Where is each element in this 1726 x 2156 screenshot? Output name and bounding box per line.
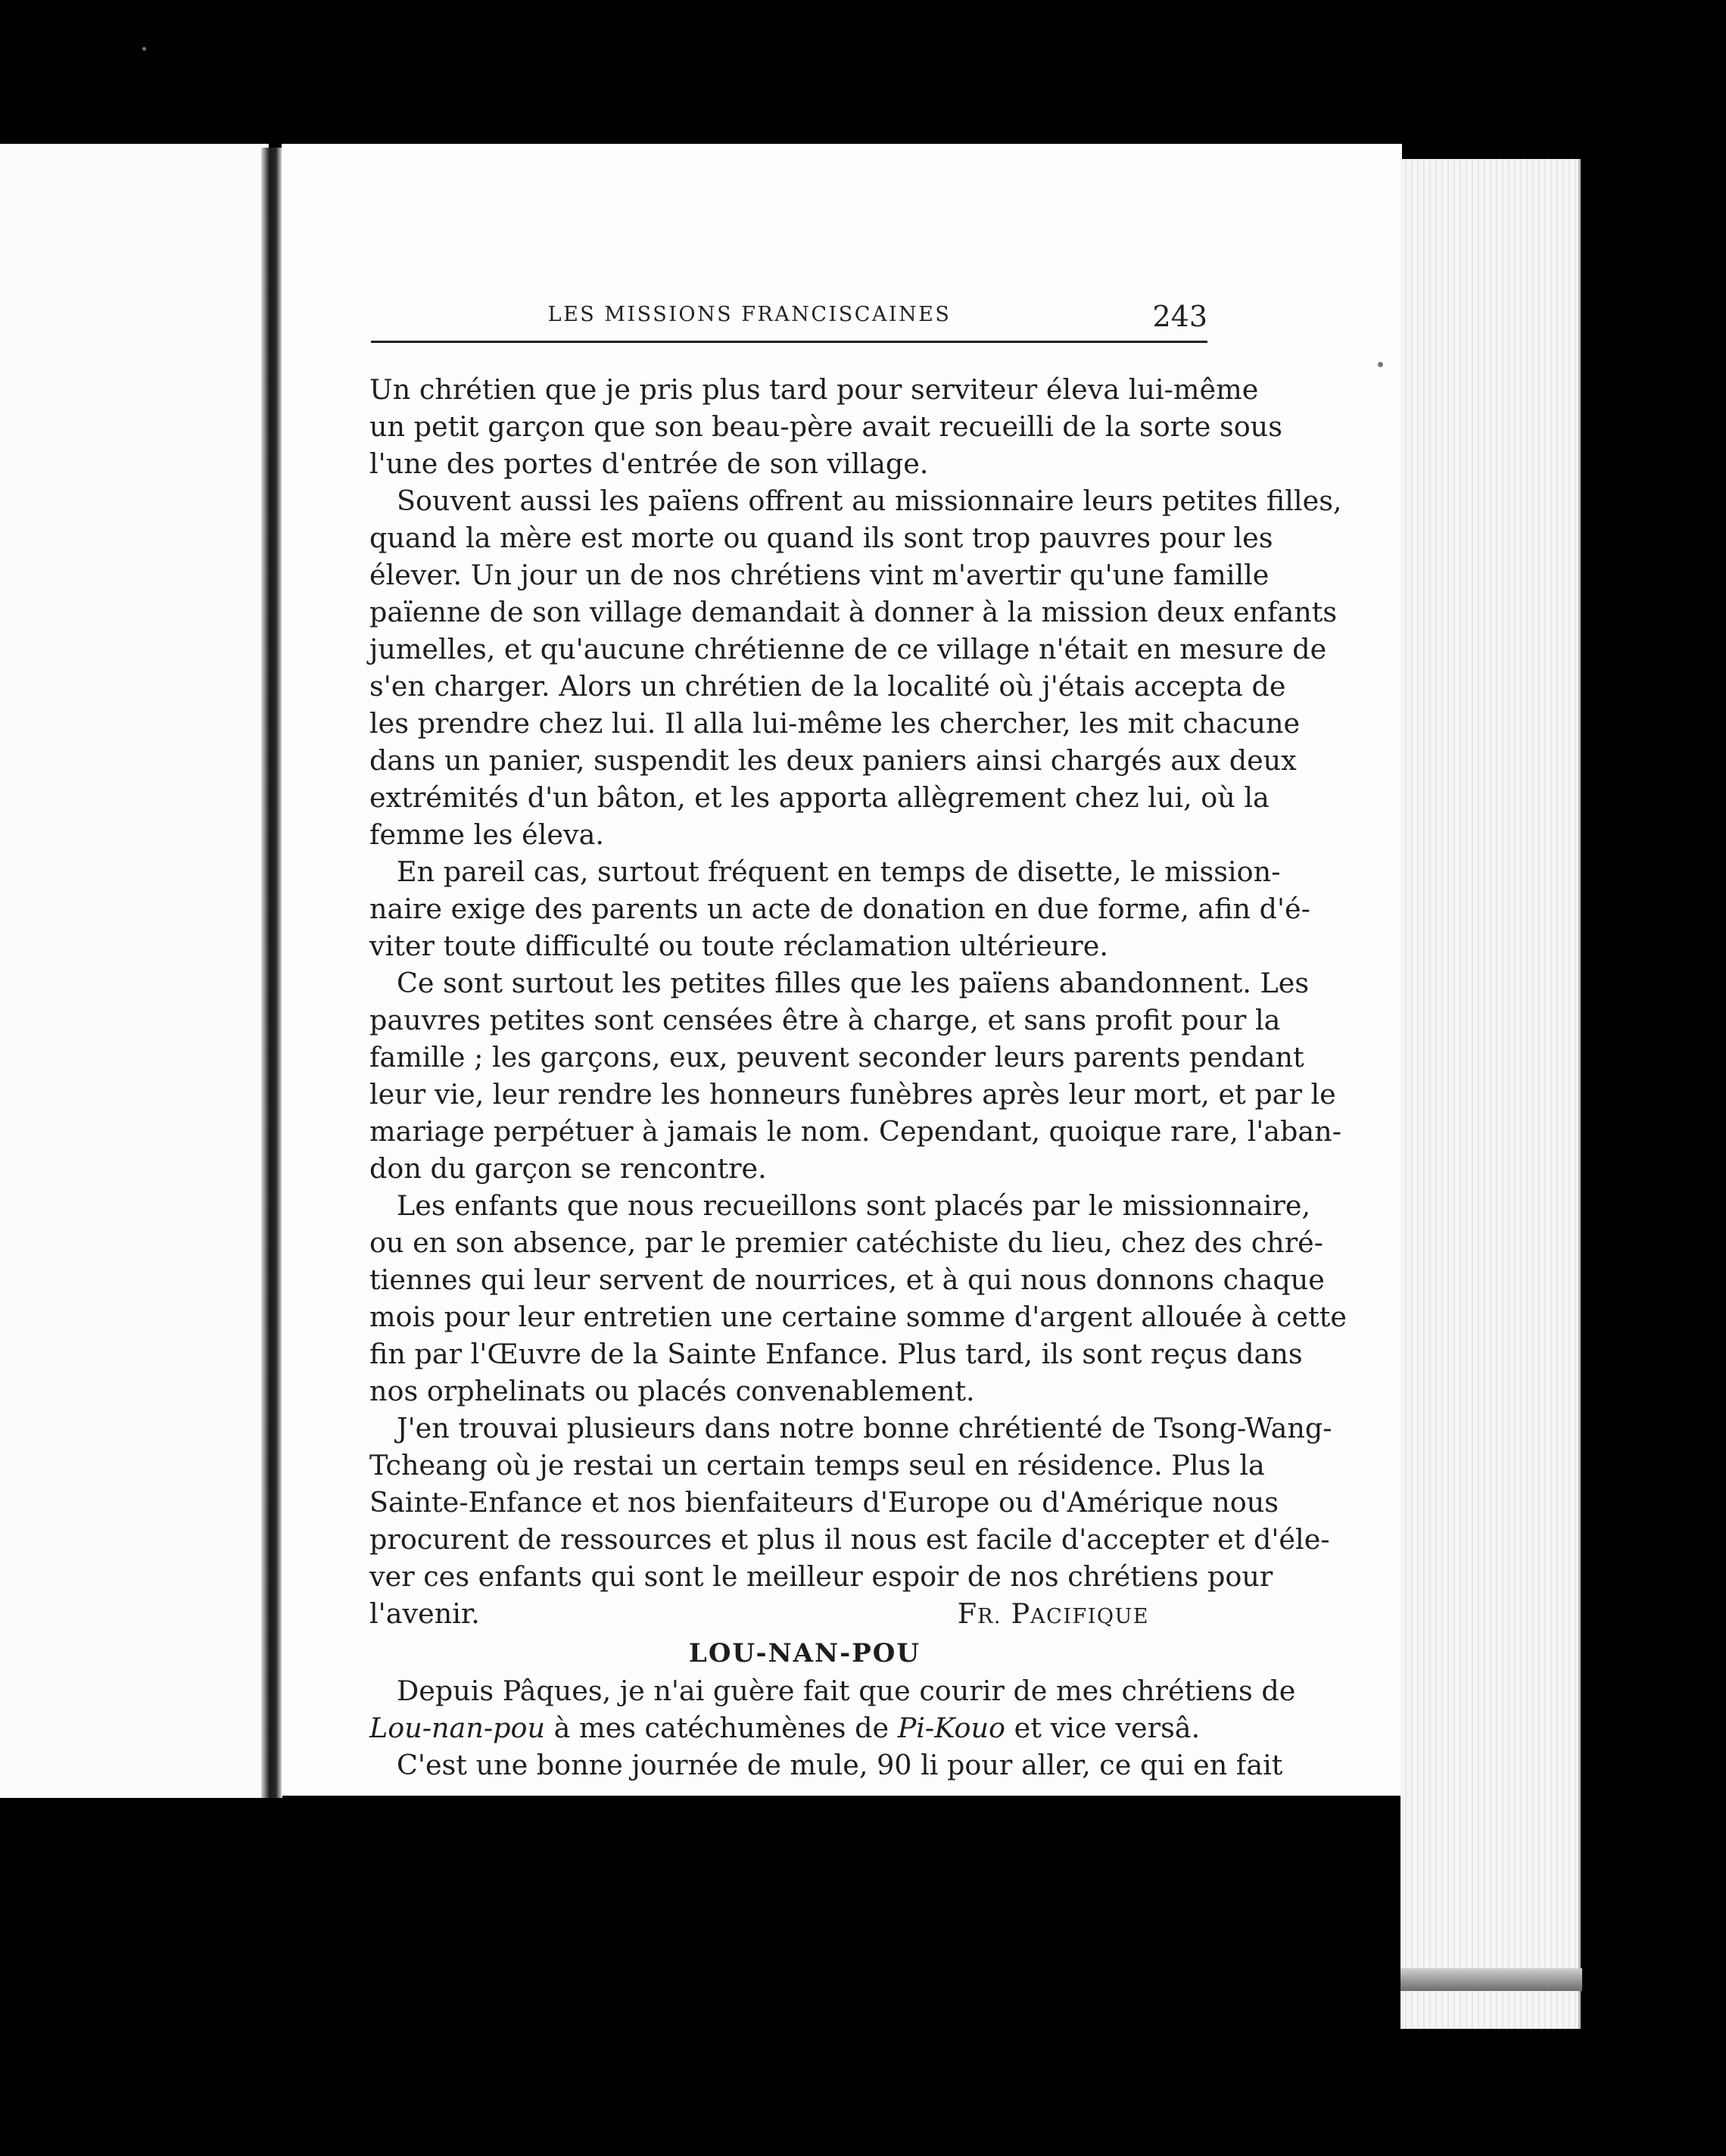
text-line: Tcheang où je restai un certain temps seul en résidence. Plus la [369, 1449, 1265, 1481]
text-fragment: et vice versâ. [1005, 1712, 1201, 1744]
text-line: pauvres petites sont censées être à charge, et sans profit pour la [369, 1004, 1281, 1036]
text-line: famille ; les garçons, eux, peuvent seconder leurs parents pendant [369, 1041, 1304, 1073]
book-gutter [261, 148, 282, 1798]
text-line: élever. Un jour un de nos chrétiens vint m'avertir qu'une famille [369, 559, 1270, 591]
text-line: tiennes qui leur servent de nourrices, et à qui nous donnons chaque [369, 1263, 1325, 1296]
signature-initial: P [1011, 1597, 1031, 1630]
text-fragment: à mes catéchumènes de [545, 1712, 898, 1744]
text-line: jumelles, et qu'aucune chrétienne de ce village n'était en mesure de [369, 633, 1327, 665]
signature-initial: F [957, 1597, 978, 1630]
text-line: leur vie, leur rendre les honneurs funèbres après leur mort, et par le [369, 1078, 1336, 1111]
text-line [369, 1709, 1210, 1746]
text-line: quand la mère est morte ou quand ils sont trop pauvres pour les [369, 522, 1273, 554]
text-line: Ce sont surtout les petites filles que les païens abandonnent. Les [397, 967, 1310, 999]
text-line: ou en son absence, par le premier catéchiste du lieu, chez des chré- [369, 1226, 1324, 1259]
author-signature [958, 1595, 1210, 1635]
text-line: fin par l'Œuvre de la Sainte Enfance. Plus tard, ils sont reçus dans [369, 1338, 1303, 1370]
text-line: un petit garçon que son beau-père avait recueilli de la sorte sous [369, 410, 1282, 443]
signature-smallcaps: ACIFIQUE [1030, 1605, 1149, 1628]
closing-line [369, 1595, 1210, 1635]
text-line: Souvent aussi les païens offrent au missionnaire leurs petites filles, [397, 484, 1342, 517]
page-number: 243 [1152, 300, 1207, 333]
running-head [371, 301, 1207, 343]
signature-smallcaps: R. [977, 1605, 1002, 1628]
text-line: C'est une bonne journée de mule, 90 li pour aller, ce qui en fait [397, 1749, 1283, 1781]
closing-words: l'avenir. [369, 1597, 480, 1630]
text-line: extrémités d'un bâton, et les apporta allègrement chez lui, où la [369, 781, 1270, 814]
text-line: nos orphelinats ou placés convenablement. [369, 1375, 975, 1407]
text-line: dans un panier, suspendit les deux paniers ainsi chargés aux deux [369, 744, 1297, 777]
text-line: Un chrétien que je pris plus tard pour serviteur éleva lui-même [369, 373, 1259, 406]
text-line: J'en trouvai plusieurs dans notre bonne chrétienté de Tsong-Wang- [397, 1412, 1332, 1444]
text-line: viter toute difficulté ou toute réclamation ultérieure. [369, 930, 1108, 962]
text-line: femme les éleva. [369, 818, 605, 851]
text-line: don du garçon se rencontre. [369, 1152, 767, 1185]
running-title: LES MISSIONS FRANCISCAINES [547, 303, 952, 326]
scan-speck [142, 47, 146, 51]
text-line: les prendre chez lui. Il alla lui-même les chercher, les mit chacune [369, 707, 1301, 740]
page-edges-shadow [1400, 1968, 1582, 1991]
text-line: ver ces enfants qui sont le meilleur espoir de nos chrétiens pour [369, 1560, 1273, 1593]
page-edges [1400, 159, 1581, 2029]
scan-speck [1378, 362, 1383, 367]
text-line: mois pour leur entretien une certaine somme d'argent allouée à cette [369, 1301, 1347, 1333]
text-line: Les enfants que nous recueillons sont placés par le missionnaire, [397, 1189, 1311, 1222]
body-text [369, 371, 1347, 1784]
text-line: procurent de ressources et plus il nous est facile d'accepter et d'éle- [369, 1523, 1330, 1556]
text-line: païenne de son village demandait à donner à la mission deux enfants [369, 596, 1338, 628]
place-name: Pi-Kouo [897, 1712, 1005, 1744]
text-line: En pareil cas, surtout fréquent en temps de disette, le mission- [397, 855, 1281, 888]
text-line: naire exige des parents un acte de donation en due forme, afin d'é- [369, 893, 1310, 925]
left-page [0, 144, 269, 1798]
section-heading: LOU-NAN-POU [688, 1638, 921, 1668]
text-line: s'en charger. Alors un chrétien de la localité où j'étais accepta de [369, 670, 1286, 703]
text-line: l'une des portes d'entrée de son village. [369, 447, 929, 480]
text-line: Depuis Pâques, je n'ai guère fait que courir de mes chrétiens de [397, 1675, 1296, 1707]
text-line: mariage perpétuer à jamais le nom. Cependant, quoique rare, l'aban- [369, 1115, 1342, 1148]
text-line: Sainte-Enfance et nos bienfaiteurs d'Europe ou d'Amérique nous [369, 1486, 1279, 1519]
place-name: Lou-nan-pou [369, 1712, 546, 1744]
